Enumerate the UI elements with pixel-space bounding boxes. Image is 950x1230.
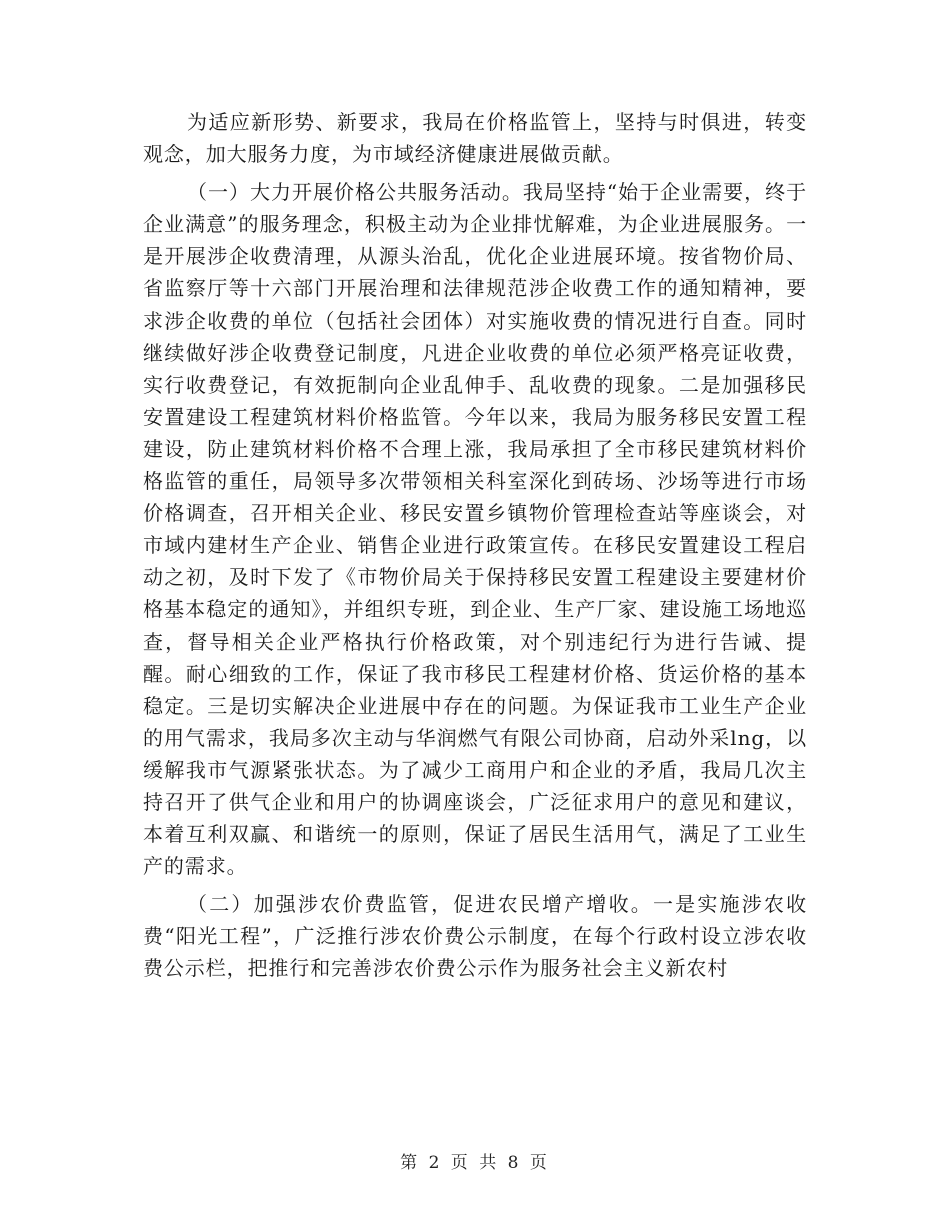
page-footer: 第 2 页 共 8 页 bbox=[400, 1153, 550, 1173]
body-text bbox=[143, 106, 807, 991]
paragraph-section-1: （一）大力开展价格公共服务活动。我局坚持“始于企业需要，终于企业满意”的服务理念，积极主动为企业排忧解难，为企业进展服务。一是开展涉企收费清理，从源头治乱，优化企业进展环境。按省物价局、省监察厅等十六部门开展治理和法律规范涉企收费工作的通知精神，要求涉企收费的单位（包括社会团体）对实施收费的情况进行自查。同时继续做好涉企收费登记制度，凡进企业收费的单位必须严格亮证收费，实行收费登记，有效扼制向企业乱伸手、乱收费的现象。二是加强移民安置建设工程建筑材料价格监管。今年以来，我局为服务移民安置工程建设，防止建筑材料价格不合理上涨，我局承担了全市移民建筑材料价格监管的重任，局领导多次带领相关科室深化到砖场、沙场等进行市场价格调查，召开相关企业、移民安置乡镇物价管理检查站等座谈会，对市域内建材生产企业、销售企业进行政策宣传。在移民安置建设工程启动之初，及时下发了《市物价局关于保持移民安置工程建设主要建材价格基本稳定的通知》，并组织专班，到企业、生产厂家、建设施工场地巡查，督导相关企业严格执行价格政策，对个别违纪行为进行告诫、提醒。耐心细致的工作，保证了我市移民工程建材价格、货运价格的基本稳定。三是切实解决企业进展中存在的问题。为保证我市工业生产企业的用气需求，我局多次主动与华润燃气有限公司协商，启动外采lng，以缓解我市气源紧张状态。为了减少工商用户和企业的矛盾，我局几次主持召开了供气企业和用户的协调座谈会，广泛征求用户的意见和建议，本着互利双赢、和谐统一的原则，保证了居民生活用气，满足了工业生产的需求。 bbox=[143, 180, 807, 879]
paragraph-intro: 为适应新形势、新要求，我局在价格监管上，坚持与时俱进，转变观念，加大服务力度，为市域经济健康进展做贡献。 bbox=[143, 110, 807, 167]
paragraph-section-2: （二）加强涉农价费监管，促进农民增产增收。一是实施涉农收费“阳光工程”，广泛推行涉农价费公示制度，在每个行政村设立涉农收费公示栏，把推行和完善涉农价费公示作为服务社会主义新农村 bbox=[143, 892, 807, 981]
